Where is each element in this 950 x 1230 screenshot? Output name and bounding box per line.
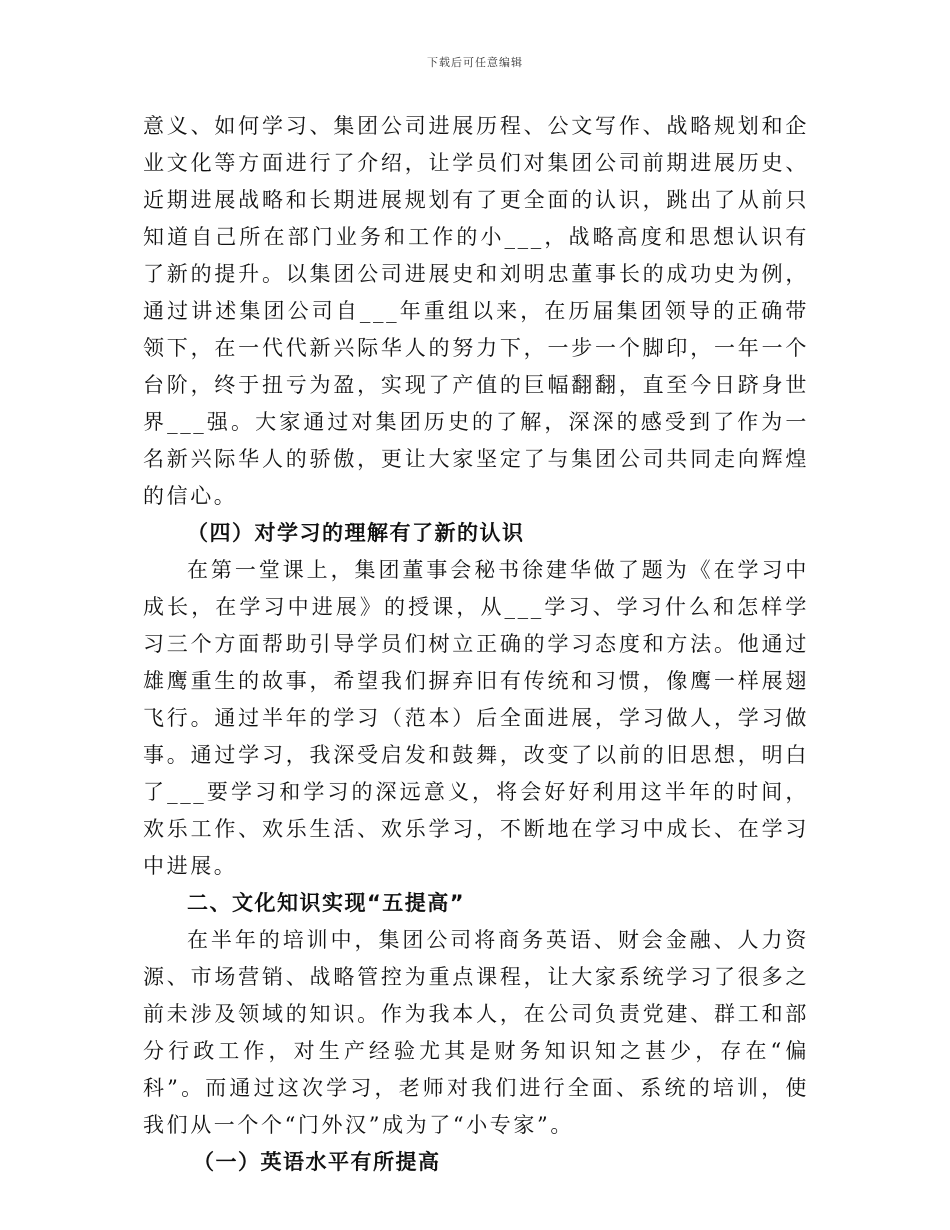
document-body [143,108,809,1181]
paragraph-culture: 在半年的培训中，集团公司将商务英语、财会金融、人力资源、市场营销、战略管控为重点课程，让大家系统学习了很多之前未涉及领域的知识。作为我本人，在公司负责党建、群工和部分行政工作，对生产经验尤其是财务知识知之甚少，存在“偏科”。而通过这次学习，老师对我们进行全面、系统的培训，使我们从一个个“门外汉”成为了“小专家”。 [143,928,809,1137]
paragraph-continued: 意义、如何学习、集团公司进展历程、公文写作、战略规划和企业文化等方面进行了介绍，让学员们对集团公司前期进展历史、近期进展战略和长期进展规划有了更全面的认识，跳出了从前只知道自己所在部门业务和工作的小___，战略高度和思想认识有了新的提升。以集团公司进展史和刘明忠董事长的成功史为例，通过讲述集团公司自___年重组以来，在历届集团领导的正确带领下，在一代代新兴际华人的努力下，一步一个脚印，一年一个台阶，终于扭亏为盈，实现了产值的巨幅翻翻，直至今日跻身世界___强。大家通过对集团历史的了解，深深的感受到了作为一名新兴际华人的骄傲，更让大家坚定了与集团公司共同走向辉煌的信心。 [143,114,809,508]
page-header: 下载后可任意编辑 [427,56,523,69]
section-heading-4: （四）对学习的理解有了新的认识 [187,521,525,545]
chapter-heading-2: 二、文化知识实现“五提高” [187,891,466,915]
paragraph-learning: 在第一堂课上，集团董事会秘书徐建华做了题为《在学习中成长，在学习中进展》的授课，从___学习、学习什么和怎样学习三个方面帮助引导学员们树立正确的学习态度和方法。他通过雄鹰重生的故事，希望我们摒弃旧有传统和习惯，像鹰一样展翅飞行。通过半年的学习（范本）后全面进展，学习做人，学习做事。通过学习，我深受启发和鼓舞，改变了以前的旧思想，明白了___要学习和学习的深远意义，将会好好利用这半年的时间，欢乐工作、欢乐生活、欢乐学习，不断地在学习中成长、在学习中进展。 [143,558,809,878]
section-heading-1: （一）英语水平有所提高 [193,1150,441,1174]
